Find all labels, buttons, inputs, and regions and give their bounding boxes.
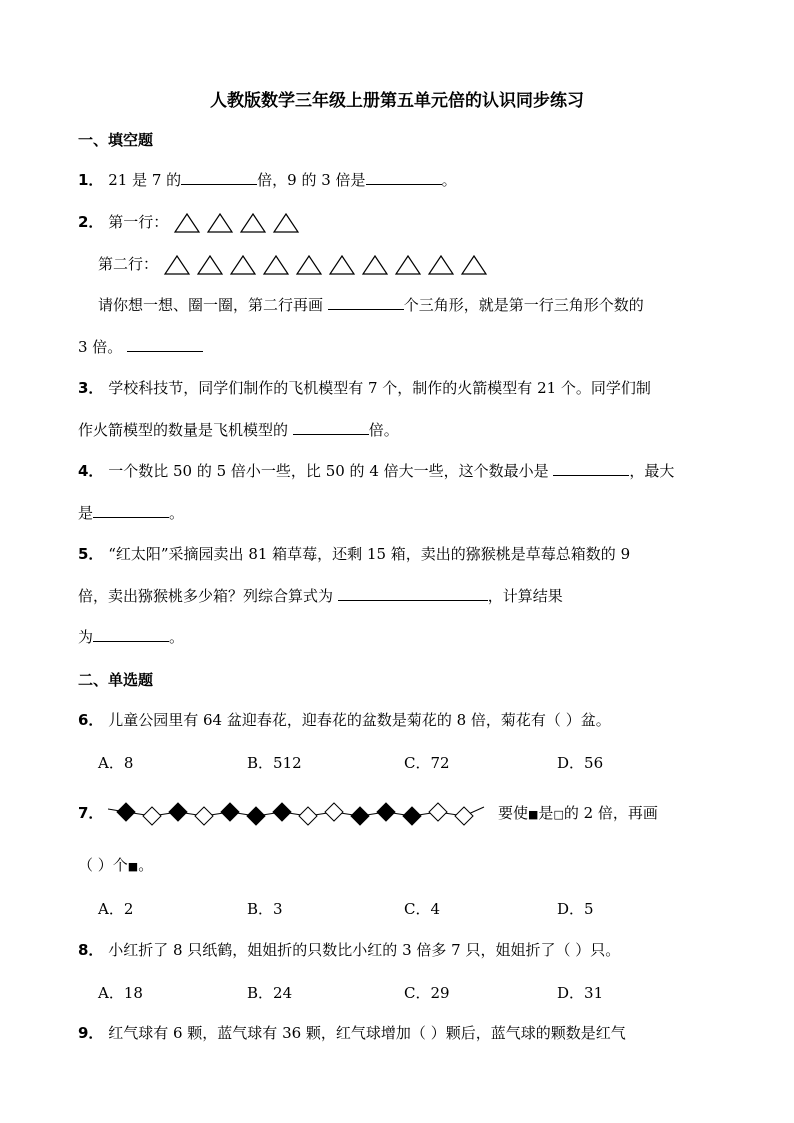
row1-label: 第一行：	[108, 213, 169, 231]
question-5-line1	[78, 544, 630, 564]
question-text: 倍。	[368, 421, 399, 439]
question-7-line2	[78, 855, 153, 877]
triangle-icon	[173, 212, 201, 234]
question-text: 学校科技节，同学们制作的飞机模型有 7 个，制作的火箭模型有 21 个。同学们制	[108, 379, 651, 397]
option-a[interactable]: A．18	[98, 984, 143, 1002]
question-text: ，最大	[629, 462, 675, 480]
option-c[interactable]: C．4	[404, 900, 441, 918]
hollow-diamond-icon	[429, 803, 447, 821]
answer-blank[interactable]	[328, 295, 404, 310]
chain-line	[108, 807, 484, 816]
question-text: 请你想一想、圈一圈，第二行再画	[98, 296, 324, 314]
question-4-line2	[78, 503, 184, 523]
page-title: 人教版数学三年级上册第五单元倍的认识同步练习	[210, 91, 584, 111]
question-2-row1	[78, 212, 305, 234]
answer-blank[interactable]	[293, 420, 369, 435]
question-8	[78, 940, 620, 960]
hollow-diamond-icon	[325, 803, 343, 821]
triangle-icon	[460, 254, 488, 276]
option-a[interactable]: A．2	[98, 900, 134, 918]
option-a[interactable]: A．8	[98, 754, 134, 772]
triangle-icon	[427, 254, 455, 276]
question-4-line1	[78, 461, 674, 481]
filled-diamond-icon	[403, 807, 421, 825]
question-number: 6．	[78, 711, 104, 729]
filled-diamond-icon	[273, 803, 291, 821]
question-text: （ ）个	[78, 856, 128, 874]
option-d[interactable]: D．5	[557, 900, 594, 918]
triangle-icon	[361, 254, 389, 276]
question-text: 的 2 倍，再画	[563, 804, 658, 822]
question-text: 。	[441, 171, 457, 189]
answer-blank[interactable]	[553, 461, 629, 476]
question-text: ，计算结果	[487, 587, 563, 605]
question-5-line2	[78, 586, 563, 606]
question-text: “红太阳”采摘园卖出 81 箱草莓，还剩 15 箱，卖出的猕猴桃是草莓总箱数的 9	[108, 545, 631, 563]
question-text: 作火箭模型的数量是飞机模型的	[78, 421, 289, 439]
option-d[interactable]: D．56	[557, 754, 604, 772]
hollow-diamond-icon	[143, 807, 161, 825]
question-text: 小红折了 8 只纸鹤，姐姐折的只数比小红的 3 倍多 7 只，姐姐折了（ ）只。	[108, 941, 621, 959]
hollow-diamond-icon	[299, 807, 317, 825]
question-text: 21 是 7 的	[108, 171, 182, 189]
filled-diamond-icon	[377, 803, 395, 821]
filled-diamond-icon	[117, 803, 135, 821]
triangle-icon	[295, 254, 323, 276]
question-number: 5．	[78, 545, 104, 563]
question-text: 。	[169, 628, 185, 646]
question-number: 2．	[78, 213, 104, 231]
answer-blank[interactable]	[127, 337, 203, 352]
section-choice-heading: 二、单选题	[78, 671, 154, 689]
question-1	[78, 170, 457, 190]
question-3-line2	[78, 420, 399, 440]
triangle-icon	[229, 254, 257, 276]
question-text: 倍，卖出猕猴桃多少箱？列综合算式为	[78, 587, 334, 605]
triangle-icon	[163, 254, 191, 276]
hollow-square-icon: □	[553, 808, 564, 821]
filled-square-icon: ■	[528, 808, 539, 821]
row2-label: 第二行：	[98, 255, 159, 273]
question-text: 个三角形，就是第一行三角形个数的	[403, 296, 644, 314]
answer-blank[interactable]	[366, 170, 442, 185]
question-7-number	[78, 803, 103, 823]
filled-diamond-icon	[169, 803, 187, 821]
answer-blank[interactable]	[93, 627, 169, 642]
question-text: 是	[538, 804, 554, 822]
question-text: 。	[169, 504, 185, 522]
option-b[interactable]: B．24	[247, 984, 293, 1002]
triangle-icon	[239, 212, 267, 234]
triangle-icon	[262, 254, 290, 276]
triangle-icon	[394, 254, 422, 276]
question-7-line1	[498, 803, 658, 825]
question-number: 8．	[78, 941, 104, 959]
option-b[interactable]: B．3	[247, 900, 283, 918]
question-9	[78, 1023, 626, 1043]
question-5-line3	[78, 627, 184, 647]
question-text: 要使	[498, 804, 529, 822]
filled-diamond-icon	[351, 807, 369, 825]
question-text: 倍，9 的 3 倍是	[257, 171, 366, 189]
answer-blank[interactable]	[181, 170, 257, 185]
question-text: 红气球有 6 颗，蓝气球有 36 颗，红气球增加（ ）颗后，蓝气球的颗数是红气	[108, 1024, 626, 1042]
triangle-icon	[196, 254, 224, 276]
option-c[interactable]: C．72	[404, 754, 450, 772]
hollow-diamond-icon	[455, 807, 473, 825]
question-number: 4．	[78, 462, 104, 480]
answer-blank[interactable]	[338, 586, 488, 601]
hollow-diamond-icon	[195, 807, 213, 825]
question-number: 9．	[78, 1024, 104, 1042]
question-2-line2	[78, 337, 203, 357]
question-text: 。	[138, 856, 154, 874]
filled-diamond-icon	[221, 803, 239, 821]
question-text: 是	[78, 504, 94, 522]
question-2-row2	[98, 254, 493, 276]
question-number: 3．	[78, 379, 104, 397]
question-text: 为	[78, 628, 94, 646]
answer-blank[interactable]	[93, 503, 169, 518]
row2-triangles	[163, 255, 493, 273]
row1-triangles	[173, 213, 305, 231]
option-d[interactable]: D．31	[557, 984, 604, 1002]
question-text: 一个数比 50 的 5 倍小一些，比 50 的 4 倍大一些，这个数最小是	[108, 462, 549, 480]
section-fill-heading: 一、填空题	[78, 131, 154, 149]
question-number: 1．	[78, 171, 104, 189]
question-text: 儿童公园里有 64 盆迎春花，迎春花的盆数是菊花的 8 倍，菊花有（ ）盆。	[108, 711, 611, 729]
question-2-line1	[98, 295, 644, 315]
triangle-icon	[328, 254, 356, 276]
triangle-icon	[206, 212, 234, 234]
question-text: 3 倍。	[78, 338, 123, 356]
filled-square-icon: ■	[127, 860, 139, 873]
question-number: 7．	[78, 804, 104, 822]
question-6	[78, 710, 611, 730]
option-b[interactable]: B．512	[247, 754, 302, 772]
question-3-line1	[78, 378, 651, 398]
filled-diamond-icon	[247, 807, 265, 825]
triangle-icon	[272, 212, 300, 234]
option-c[interactable]: C．29	[404, 984, 450, 1002]
diamond-pattern	[108, 795, 492, 835]
